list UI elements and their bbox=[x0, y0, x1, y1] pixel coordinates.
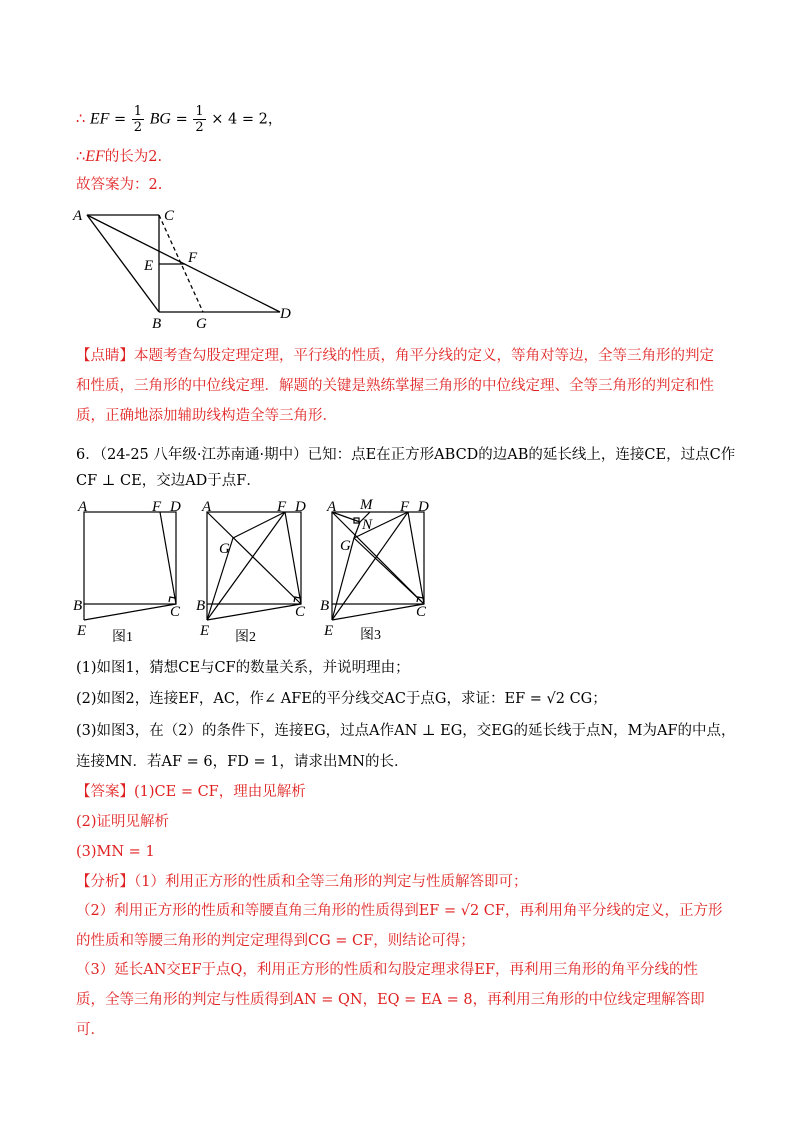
label-c: C bbox=[164, 208, 175, 224]
problem6-line2: CF ⊥ CE，交边AD于点F． bbox=[76, 473, 261, 489]
figure-3 bbox=[316, 498, 446, 648]
figure-top bbox=[60, 200, 320, 335]
fraction-half-2 bbox=[193, 104, 205, 135]
answer-1: 【答案】(1)CE = CF，理由见解析 bbox=[76, 784, 306, 800]
question-1: (1)如图1，猜想CE与CF的数量关系，并说明理由； bbox=[76, 660, 410, 676]
fraction-numerator: 1 bbox=[133, 104, 143, 119]
fig2-caption: 图2 bbox=[235, 630, 256, 645]
fig2-label-f: F bbox=[277, 499, 287, 515]
analysis-1: 【分析】（1）利用正方形的性质和全等三角形的判定与性质解答即可； bbox=[76, 874, 528, 890]
label-b: B bbox=[152, 316, 162, 332]
fig3-label-c: C bbox=[416, 604, 427, 620]
fig3-label-g: G bbox=[340, 538, 351, 554]
fig1-label-c: C bbox=[170, 604, 181, 620]
fraction-numerator-2: 1 bbox=[195, 104, 204, 119]
equals-sign: = bbox=[114, 111, 127, 128]
fig1-label-d: D bbox=[170, 499, 181, 515]
fig3-label-d: D bbox=[418, 499, 429, 515]
question-3-line1: (3)如图3，在（2）的条件下，连接EG，过点A作AN ⊥ EG，交EG的延长线于点N，M为AF的中点， bbox=[76, 723, 736, 739]
fig3-label-n: N bbox=[362, 517, 373, 533]
fig1-label-a: A bbox=[78, 499, 88, 515]
result-text: 的长为2. bbox=[104, 149, 163, 165]
label-g: G bbox=[196, 316, 207, 332]
fig1-label-f: F bbox=[152, 499, 162, 515]
figure-1 bbox=[70, 498, 190, 648]
label-f: F bbox=[188, 250, 198, 266]
segment-ef: EF bbox=[89, 110, 110, 128]
fraction-half bbox=[132, 104, 144, 135]
fig3-caption: 图3 bbox=[360, 628, 381, 643]
fraction-denominator: 2 bbox=[133, 120, 143, 135]
formula-result: × 4 = 2， bbox=[211, 111, 283, 128]
segment-ef-2: EF bbox=[85, 148, 105, 165]
fig3-label-m: M bbox=[360, 497, 373, 513]
therefore-symbol: ∴ bbox=[76, 111, 86, 128]
segment-bg: BG bbox=[149, 110, 171, 128]
answer-3: (3)MN = 1 bbox=[76, 844, 155, 860]
question-3-line2: 连接MN．若AF = 6，FD = 1，请求出MN的长． bbox=[76, 754, 409, 770]
fig3-label-a: A bbox=[327, 499, 337, 515]
analysis-3: （3）延长AN交EF于点Q，利用正方形的性质和勾股定理求得EF，再利用三角形的角平分线的性质，全等三角形的判定与性质得到AN = QN，EQ = EA = 8，再利用三角形的中位线定理解答即可． bbox=[76, 962, 705, 1038]
fig2-label-e: E bbox=[200, 623, 210, 639]
fig2-label-d: D bbox=[295, 499, 306, 515]
label-e: E bbox=[144, 258, 154, 274]
fraction-denominator-2: 2 bbox=[195, 120, 204, 135]
result-line bbox=[76, 146, 162, 168]
figure-2 bbox=[195, 498, 320, 648]
question-2: (2)如图2，连接EF，AC，作∠ AFE的平分线交AC于点G，求证：EF = √2 CG； bbox=[76, 691, 607, 707]
fig1-caption: 图1 bbox=[112, 630, 133, 645]
answer-2: (2)证明见解析 bbox=[76, 814, 170, 830]
label-d: D bbox=[280, 306, 291, 322]
equals-sign-2: = bbox=[175, 111, 188, 128]
problem6-line1: 6．（24-25 八年级·江苏南通·期中）已知：点E在正方形ABCD的边AB的延长线上，连接CE，过点C作 bbox=[76, 447, 736, 463]
fig2-label-g: G bbox=[219, 541, 230, 557]
review-paragraph: 【点睛】本题考查勾股定理定理，平行线的性质，角平分线的定义，等角对等边，全等三角形的判定和性质，三角形的中位线定理．解题的关键是熟练掌握三角形的中位线定理、全等三角形的判定和性质，正确地添加辅助线构造全等三角形． bbox=[76, 348, 714, 424]
fig3-label-f: F bbox=[400, 499, 410, 515]
formula-line bbox=[76, 104, 282, 135]
fig2-label-b: B bbox=[196, 598, 206, 614]
therefore-symbol-2: ∴ bbox=[76, 149, 86, 165]
fig2-label-a: A bbox=[202, 499, 212, 515]
fig3-label-b: B bbox=[320, 598, 330, 614]
fig1-label-b: B bbox=[73, 598, 83, 614]
fig1-label-e: E bbox=[77, 623, 87, 639]
fig2-label-c: C bbox=[295, 604, 306, 620]
fig3-label-e: E bbox=[324, 623, 334, 639]
answer-line: 故答案为：2. bbox=[76, 177, 163, 193]
analysis-2: （2）利用正方形的性质和等腰直角三角形的性质得到EF = √2 CF，再利用角平分线的定义，正方形的性质和等腰三角形的判定定理得到CG = CF，则结论可得； bbox=[76, 903, 723, 949]
label-a: A bbox=[73, 208, 83, 224]
